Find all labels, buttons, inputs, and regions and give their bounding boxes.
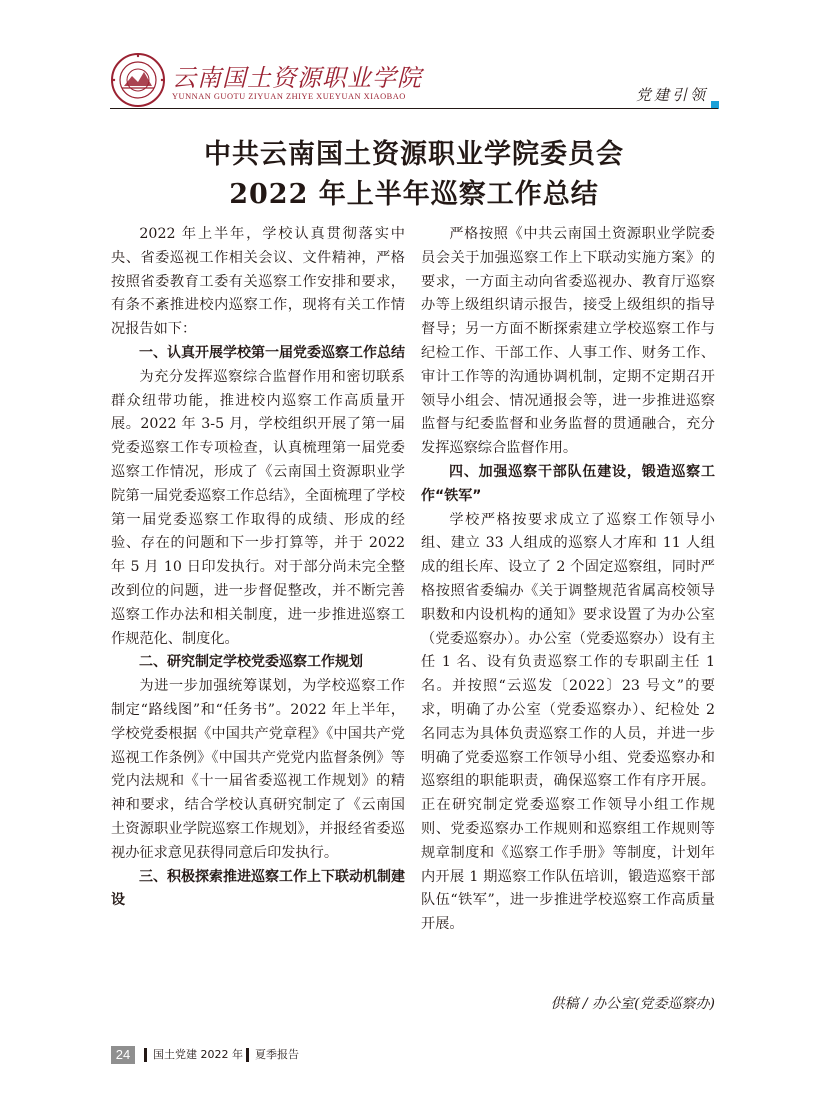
section-paragraph-3: 严格按照《中共云南国土资源职业学院委员会关于加强巡察工作上下联动实施方案》的要求，一方面主动向省委巡视办、教育厅巡察办等上级组织请示报告，接受上级组织的指导督导；另一方面不断探索建立学校巡察工作与纪检工作、干部工作、人事工作、财务工作、审计工作等的沟通协调机制，定期不定期召开领导小组会、情况通报会等，进一步推进巡察监督与纪委监督和业务监督的贯通融合，充分发挥巡察综合监督作用。 <box>421 226 715 457</box>
section-paragraph-1: 为充分发挥巡察综合监督作用和密切联系群众纽带功能，推进校内巡察工作高质量开展。2022 年 3-5 月，学校组织开展了第一届党委巡察工作专项检查，认真梳理第一届党委巡察工作情况，形成了《云南国土资源职业学院第一届党委巡察工作总结》，全面梳理了学校第一届党委巡察工作取得的成绩、形成的经验、存在的问题和下一步打算等，并于 2022 年 5 月 10 日印发执行。对于部分尚未完全整改到位的问题，进一步督促整改，并不断完善巡察工作办法和相关制度，进一步推进巡察工作规范化、制度化。 <box>111 368 405 647</box>
section-heading-2: 二、研究制定学校党委巡察工作规划 <box>139 654 363 671</box>
section-tag: 党建引领 <box>635 86 708 104</box>
section-paragraph-2: 为进一步加强统筹谋划，为学校巡察工作制定“路线图”和“任务书”。2022 年上半年，学校党委根据《中国共产党章程》《中国共产党巡视工作条例》《中国共产党党内监督条例》等党内法规和《十一届省委巡视工作规划》的精神和要求，结合学校认真研究制定了《云南国土资源职业学院巡察工作规划》，并报经省委巡视办征求意见获得同意后印发执行。 <box>111 678 405 861</box>
article-column-left <box>111 223 405 913</box>
article-credit: 供稿 / 办公室(党委巡察办) <box>550 996 715 1012</box>
header-divider <box>110 108 718 109</box>
section-heading-4: 四、加强巡察干部队伍建设，锻造巡察工作“铁军” <box>421 463 715 504</box>
intro-paragraph: 2022 年上半年，学校认真贯彻落实中央、省委巡视工作相关会议、文件精神，严格按照省委教育工委有关巡察工作安排和要求，有条不紊推进校内巡察工作，现将有关工作情况报告如下： <box>111 226 405 338</box>
school-logo-seal-icon <box>110 52 166 108</box>
footer-divider <box>144 1048 147 1062</box>
article-title-line2: 2022 年上半年巡察工作总结 <box>229 179 599 210</box>
school-name-cn: 云南国土资源职业学院 <box>172 64 422 92</box>
page-number: 24 <box>111 1046 135 1064</box>
footer-divider <box>246 1048 249 1062</box>
footer-issue: 夏季报告 <box>255 1048 299 1061</box>
footer-publication: 国土党建 2022 年 <box>153 1048 243 1061</box>
section-heading-1: 一、认真开展学校第一届党委巡察工作总结 <box>139 344 405 361</box>
article-title-line1: 中共云南国土资源职业学院委员会 <box>204 139 624 170</box>
section-heading-3: 三、积极探索推进巡察工作上下联动机制建设 <box>111 868 405 909</box>
section-paragraph-4: 学校严格按要求成立了巡察工作领导小组、建立 33 人组成的巡察人才库和 11 人组成的组长库、设立了 2 个固定巡察组，同时严格按照省委编办《关于调整规范省属高校领导职数和内设机构的通知》要求设置了为办公室（党委巡察办）。办公室（党委巡察办）设有主任 1 名、设有负责巡察工作的专职副主任 1 名。并按照“云巡发〔2022〕23 号文”的要求，明确了办公室（党委巡察办）、纪检处 2 名同志为具体负责巡察工作的人员，并进一步明确了党委巡察工作领导小组、党委巡察办和巡察组的职能职责，确保巡察工作有序开展。正在研究制定党委巡察工作领导小组工作规则、党委巡察办工作规则和巡察组工作规则等规章制度和《巡察工作手册》等制度，计划年内开展 1 期巡察工作队伍培训，锻造巡察干部队伍“铁军”，进一步推进学校巡察工作高质量开展。 <box>421 511 715 933</box>
school-name-en: YUNNAN GUOTU ZIYUAN ZHIYE XUEYUAN XIAOBAO <box>172 92 406 101</box>
article-column-right <box>421 223 715 937</box>
